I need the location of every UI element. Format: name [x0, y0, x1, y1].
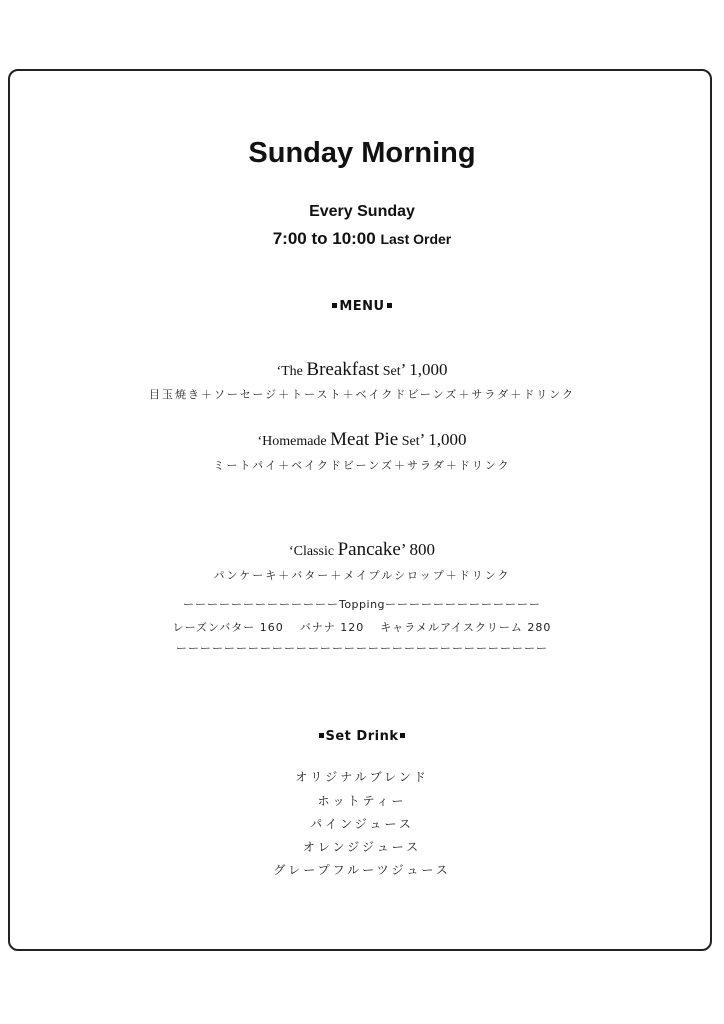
menu-header	[0, 299, 724, 314]
drink-item: グレープフルーツジュース	[273, 863, 451, 877]
item-title-close: ’	[400, 540, 406, 559]
dash-rule: ーーーーーーーーーーーーー	[182, 598, 339, 611]
schedule-days: Every Sunday	[309, 203, 415, 220]
topping-name: レーズンバター	[172, 621, 256, 634]
drink-item: ホットティー	[317, 794, 407, 808]
last-order-label: Last Order	[380, 231, 452, 247]
menu-header-label: MENU	[339, 299, 385, 314]
drink-item: オリジナルブレンド	[295, 770, 429, 784]
page-title: Sunday Morning	[248, 137, 476, 169]
item-name: Breakfast	[306, 359, 380, 380]
item-title-close: ’	[419, 430, 425, 449]
drink-item: オレンジジュース	[302, 840, 422, 854]
item-title-prefix: ‘Classic	[288, 544, 338, 559]
topping-name: バナナ	[299, 621, 336, 634]
drinks-header-label: Set Drink	[325, 729, 399, 744]
item-price: 1,000	[428, 430, 467, 449]
square-bullet-icon	[387, 303, 392, 308]
topping-price: 280	[527, 621, 552, 634]
topping-name: キャラメルアイスクリーム	[380, 621, 523, 634]
square-bullet-icon	[319, 733, 324, 738]
drinks-header	[0, 729, 724, 744]
item-title-prefix: ‘The	[276, 364, 307, 379]
menu-item-title	[0, 539, 724, 561]
dash-rule: ーーーーーーーーーーーーーーーーーーーーーーーーーーーーーーー	[176, 642, 548, 655]
schedule-hours	[0, 229, 724, 249]
drink-item: パインジュース	[310, 817, 414, 831]
menu-item-description: パンケーキ＋バター＋メイプルシロップ＋ドリンク	[213, 569, 511, 582]
item-price: 800	[409, 540, 436, 559]
menu-item-title	[0, 359, 724, 381]
item-name: Pancake	[337, 539, 401, 560]
menu-item-title	[0, 429, 724, 451]
item-name: Meat Pie	[330, 429, 399, 450]
hours-range: 7:00 to 10:00	[272, 229, 376, 248]
square-bullet-icon	[400, 733, 405, 738]
item-title-prefix: ‘Homemade	[257, 434, 331, 449]
topping-price: 160	[259, 621, 284, 634]
dash-rule: ーーーーーーーーーーーーー	[385, 598, 542, 611]
item-title-suffix: Set	[398, 434, 420, 449]
item-title-close: ’	[400, 360, 406, 379]
menu-item-description: ミートパイ＋ベイクドビーンズ＋サラダ＋ドリンク	[213, 459, 511, 472]
item-title-suffix: Set	[379, 364, 401, 379]
topping-price: 120	[340, 621, 365, 634]
topping-label: Topping	[338, 598, 386, 611]
square-bullet-icon	[332, 303, 337, 308]
item-price: 1,000	[409, 360, 448, 379]
topping-header	[0, 596, 724, 612]
topping-list	[0, 619, 724, 635]
menu-item-description: 目玉焼き＋ソーセージ＋トースト＋ベイクドビーンズ＋サラダ＋ドリンク	[148, 388, 576, 401]
